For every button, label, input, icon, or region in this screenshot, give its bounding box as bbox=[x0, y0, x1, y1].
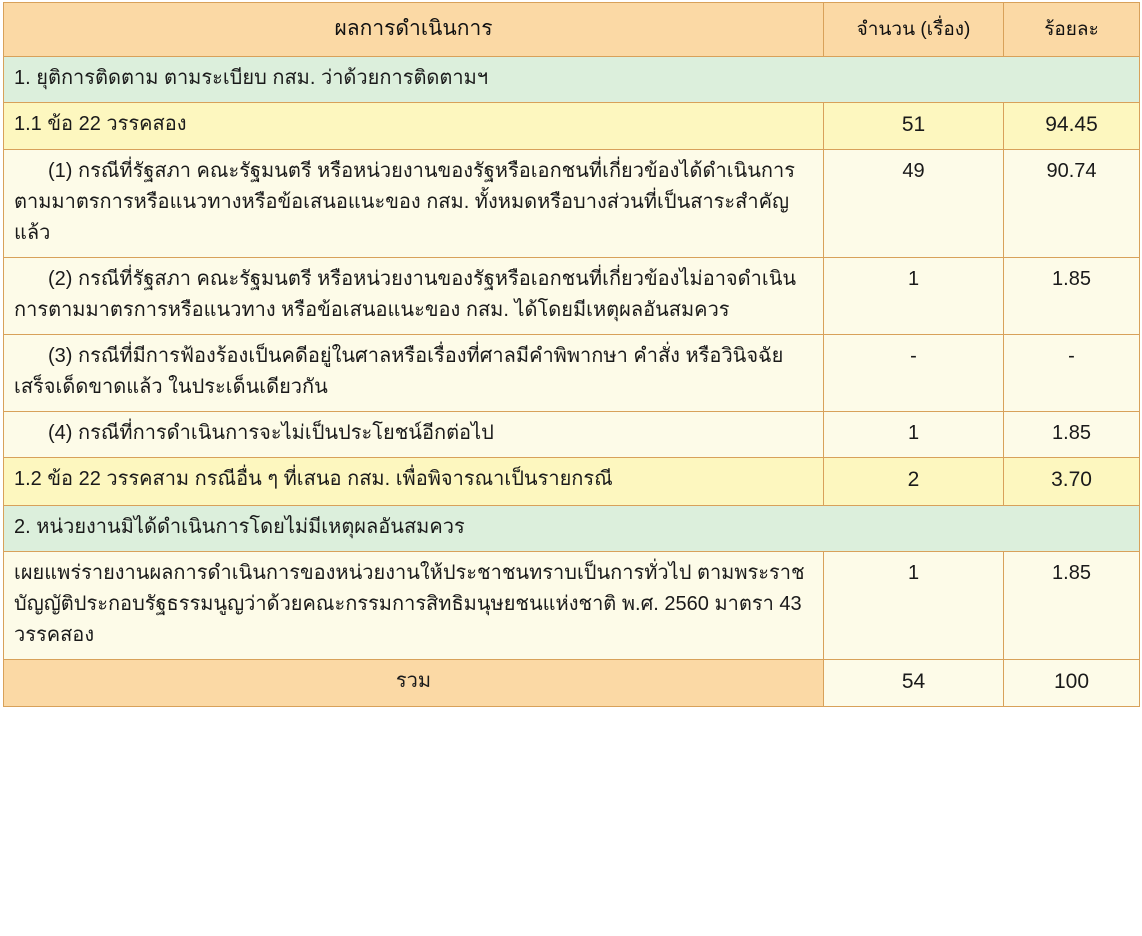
table-row-publish bbox=[4, 551, 1140, 659]
row-percent: - bbox=[1004, 335, 1140, 412]
row-percent: 1.85 bbox=[1004, 551, 1140, 659]
table-row-item-4 bbox=[4, 412, 1140, 458]
row-count: 2 bbox=[824, 458, 1004, 506]
row-percent: 3.70 bbox=[1004, 458, 1140, 506]
results-table bbox=[3, 2, 1140, 707]
row-label: เผยแพร่รายงานผลการดำเนินการของหน่วยงานให้ประชาชนทราบเป็นการทั่วไป ตามพระราชบัญญัติประกอบรัฐธรรมนูญว่าด้วยคณะกรรมการสิทธิมนุษยชนแห่งชาติ พ.ศ. 2560 มาตรา 43 วรรคสอง bbox=[4, 551, 824, 659]
row-count: 1 bbox=[824, 258, 1004, 335]
row-label-rest: กรณีอื่น ๆ ที่เสนอ กสม. เพื่อพิจารณาเป็นรายกรณี bbox=[189, 468, 613, 491]
table-row-section-1 bbox=[4, 56, 1140, 102]
table-header-row bbox=[4, 3, 1140, 57]
row-count: 49 bbox=[824, 150, 1004, 258]
header-description: ผลการดำเนินการ bbox=[4, 3, 824, 57]
results-table-container bbox=[0, 2, 1142, 707]
row-count: 51 bbox=[824, 102, 1004, 150]
total-percent: 100 bbox=[1004, 659, 1140, 707]
row-label-bold: 1.2 ข้อ 22 วรรคสาม bbox=[14, 468, 190, 491]
total-label: รวม bbox=[4, 659, 824, 707]
row-percent: 90.74 bbox=[1004, 150, 1140, 258]
row-percent: 1.85 bbox=[1004, 258, 1140, 335]
header-percent: ร้อยละ bbox=[1004, 3, 1140, 57]
table-row-section-2 bbox=[4, 505, 1140, 551]
row-label: (4) กรณีที่การดำเนินการจะไม่เป็นประโยชน์อีกต่อไป bbox=[4, 412, 824, 458]
row-label: (2) กรณีที่รัฐสภา คณะรัฐมนตรี หรือหน่วยงานของรัฐหรือเอกชนที่เกี่ยวข้องไม่อาจดำเนินการตามมาตรการหรือแนวทาง หรือข้อเสนอแนะของ กสม. ได้โดยมีเหตุผลอันสมควร bbox=[4, 258, 824, 335]
header-count: จำนวน (เรื่อง) bbox=[824, 3, 1004, 57]
table-row-item-3 bbox=[4, 335, 1140, 412]
table-row-total bbox=[4, 659, 1140, 707]
row-label: 1.1 ข้อ 22 วรรคสอง bbox=[4, 102, 824, 150]
row-percent: 1.85 bbox=[1004, 412, 1140, 458]
row-label bbox=[4, 458, 824, 506]
table-row-1-1 bbox=[4, 102, 1140, 150]
table-row-1-2 bbox=[4, 458, 1140, 506]
row-count: - bbox=[824, 335, 1004, 412]
table-row-item-1 bbox=[4, 150, 1140, 258]
row-count: 1 bbox=[824, 551, 1004, 659]
row-percent: 94.45 bbox=[1004, 102, 1140, 150]
row-count: 1 bbox=[824, 412, 1004, 458]
section-label: 1. ยุติการติดตาม ตามระเบียบ กสม. ว่าด้วยการติดตามฯ bbox=[4, 56, 1140, 102]
total-count: 54 bbox=[824, 659, 1004, 707]
table-row-item-2 bbox=[4, 258, 1140, 335]
section-label: 2. หน่วยงานมิได้ดำเนินการโดยไม่มีเหตุผลอันสมควร bbox=[4, 505, 1140, 551]
row-label: (3) กรณีที่มีการฟ้องร้องเป็นคดีอยู่ในศาลหรือเรื่องที่ศาลมีคำพิพากษา คำสั่ง หรือวินิจฉัยเสร็จเด็ดขาดแล้ว ในประเด็นเดียวกัน bbox=[4, 335, 824, 412]
row-label: (1) กรณีที่รัฐสภา คณะรัฐมนตรี หรือหน่วยงานของรัฐหรือเอกชนที่เกี่ยวข้องได้ดำเนินการตามมาตรการหรือแนวทางหรือข้อเสนอแนะของ กสม. ทั้งหมดหรือบางส่วนที่เป็นสาระสำคัญแล้ว bbox=[4, 150, 824, 258]
